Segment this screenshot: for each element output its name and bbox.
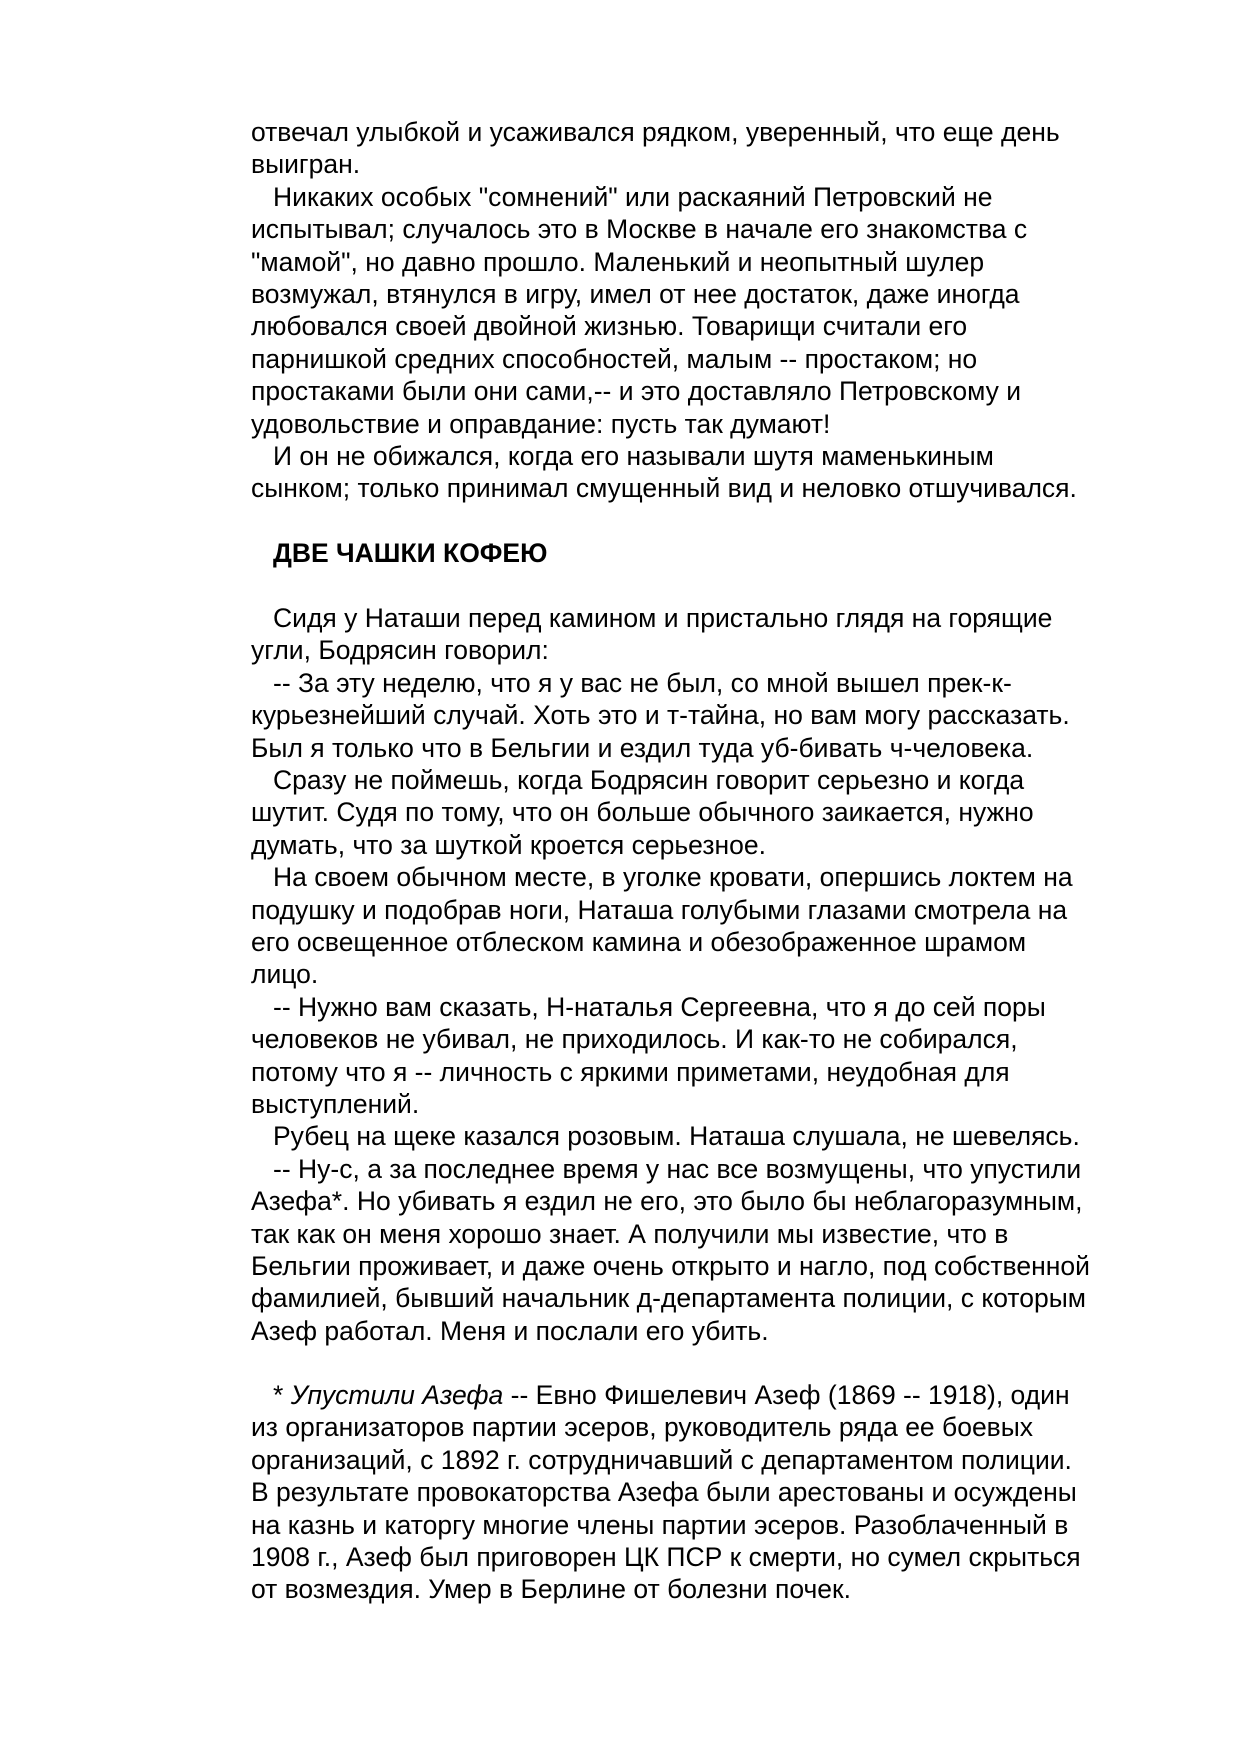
text-line: подушку и подобрав ноги, Наташа голубыми глазами смотрела на — [251, 894, 1068, 925]
footnote-line: из организаторов партии эсеров, руководитель ряда ее боевых — [251, 1412, 1034, 1443]
text-line: простаками были они сами,-- и это доставляло Петровскому и — [251, 376, 1022, 407]
footnote-lines — [251, 1411, 1171, 1605]
text-line: парнишкой средних способностей, малым -- простаком; но — [251, 343, 978, 374]
text-line: испытывал; случалось это в Москве в начале его знакомства с — [251, 214, 1028, 245]
text-line: шутит. Судя по тому, что он больше обычного заикается, нужно — [251, 797, 1034, 828]
text-line: -- Ну-с, а за последнее время у нас все возмущены, что упустили — [273, 1153, 1082, 1184]
document-page — [251, 116, 1171, 1606]
text-line: возмужал, втянулся в игру, имел от нее достаток, даже иногда — [251, 278, 1020, 309]
text-line: угли, Бодрясин говорил: — [251, 635, 549, 666]
text-section-2 — [251, 602, 1171, 1347]
text-line: Азефа*. Но убивать я ездил не его, это было бы неблагоразумным, — [251, 1186, 1083, 1217]
text-line: сынком; только принимал смущенный вид и неловко отшучивался. — [251, 473, 1077, 504]
text-line: Азеф работал. Меня и послали его убить. — [251, 1315, 769, 1346]
text-line: Был я только что в Бельгии и ездил туда уб-бивать ч-человека. — [251, 732, 1034, 763]
text-line: любовался своей двойной жизнью. Товарищи считали его — [251, 311, 968, 342]
footnote-first-line-rest: -- Евно Фишелевич Азеф (1869 -- 1918), один — [503, 1380, 1070, 1411]
text-line: потому что я -- личность с яркими приметами, неудобная для — [251, 1056, 1010, 1087]
footnote-line: на казнь и каторгу многие члены партии эсеров. Разоблаченный в — [251, 1509, 1069, 1540]
text-line: курьезнейший случай. Хоть это и т-тайна, но вам могу рассказать. — [251, 700, 1070, 731]
text-line: Никаких особых "сомнений" или раскаяний Петровский не — [273, 181, 993, 212]
footnote-first-line — [251, 1379, 1171, 1411]
text-line: Сидя у Наташи перед камином и пристально глядя на горящие — [273, 603, 1053, 634]
footnote-term: Упустили Азефа — [290, 1380, 504, 1411]
text-line: Рубец на щеке казался розовым. Наташа слушала, не шевелясь. — [273, 1121, 1080, 1152]
text-line: И он не обижался, когда его называли шутя маменькиным — [273, 440, 994, 471]
text-line: На своем обычном месте, в уголке кровати, опершись локтем на — [273, 862, 1073, 893]
text-line: лицо. — [251, 959, 319, 990]
text-line: выступлений. — [251, 1088, 420, 1119]
text-line: так как он меня хорошо знает. А получили мы известие, что в — [251, 1218, 1009, 1249]
footnote-line: В результате провокаторства Азефа были арестованы и осуждены — [251, 1477, 1077, 1508]
footnote-line: организаций, с 1892 г. сотрудничавший с департаментом полиции. — [251, 1444, 1072, 1475]
text-line: -- Нужно вам сказать, Н-наталья Сергеевна, что я до сей поры — [273, 991, 1046, 1022]
footnote-line: от возмездия. Умер в Берлине от болезни почек. — [251, 1574, 851, 1605]
footnote-separator — [251, 1347, 1171, 1379]
text-line: -- За эту неделю, что я у вас не был, со мной вышел прек-к- — [273, 667, 1012, 698]
text-line: Бельгии проживает, и даже очень открыто и нагло, под собственной — [251, 1250, 1090, 1281]
text-line: его освещенное отблеском камина и обезображенное шрамом — [251, 926, 1027, 957]
footnote-line: 1908 г., Азеф был приговорен ЦК ПСР к смерти, но сумел скрыться — [251, 1542, 1081, 1573]
text-section-1 — [251, 116, 1171, 505]
text-line: фамилией, бывший начальник д-департамента полиции, с которым — [251, 1283, 1086, 1314]
text-line: Сразу не поймешь, когда Бодрясин говорит серьезно и когда — [273, 765, 1025, 796]
text-line: выигран. — [251, 149, 361, 180]
text-line: "мамой", но давно прошло. Маленький и неопытный шулер — [251, 246, 985, 277]
text-line: удовольствие и оправдание: пусть так думают! — [251, 408, 831, 439]
footnote-marker: * — [273, 1380, 291, 1411]
footnote — [251, 1379, 1171, 1606]
text-line: думать, что за шуткой кроется серьезное. — [251, 829, 766, 860]
chapter-heading: ДВЕ ЧАШКИ КОФЕЮ — [273, 537, 548, 568]
text-line: человеков не убивал, не приходилось. И как-то не собирался, — [251, 1024, 1018, 1055]
text-line: отвечал улыбкой и усаживался рядком, уверенный, что еще день — [251, 117, 1060, 147]
